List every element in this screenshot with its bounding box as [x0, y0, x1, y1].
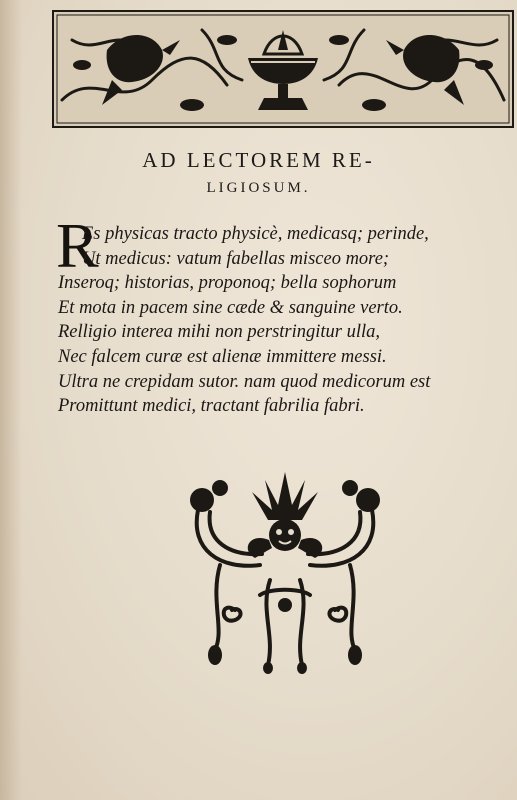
verse-line: Ultra ne crepidam sutor. nam quod medicorum est [58, 371, 431, 392]
drop-cap: R [56, 210, 99, 281]
title-line-1: AD LECTOREM RE- [142, 148, 375, 172]
verse-line: Es physicas tracto physicè, medicasq; perinde, [82, 224, 429, 244]
verse-line: Et mota in pacem sine cæde & sanguine verto. [58, 297, 403, 318]
verse-line: Promittunt medici, tractant fabrilia fabri. [58, 396, 365, 417]
verse-line: Inseroq; historias, proponoq; bella sophorum [58, 273, 397, 294]
verse-line: Relligio interea mihi non perstringitur ulla, [58, 322, 381, 343]
tailpiece-ornament [180, 470, 390, 675]
verse-line: Ut medicus: vatum fabellas misceo more; [82, 248, 390, 269]
verse-line: Nec falcem curæ est alienæ immittere messi. [58, 346, 387, 367]
title-line-2: LIGIOSUM. [206, 180, 311, 196]
poem-text [56, 210, 508, 419]
headpiece-ornament [52, 10, 514, 128]
